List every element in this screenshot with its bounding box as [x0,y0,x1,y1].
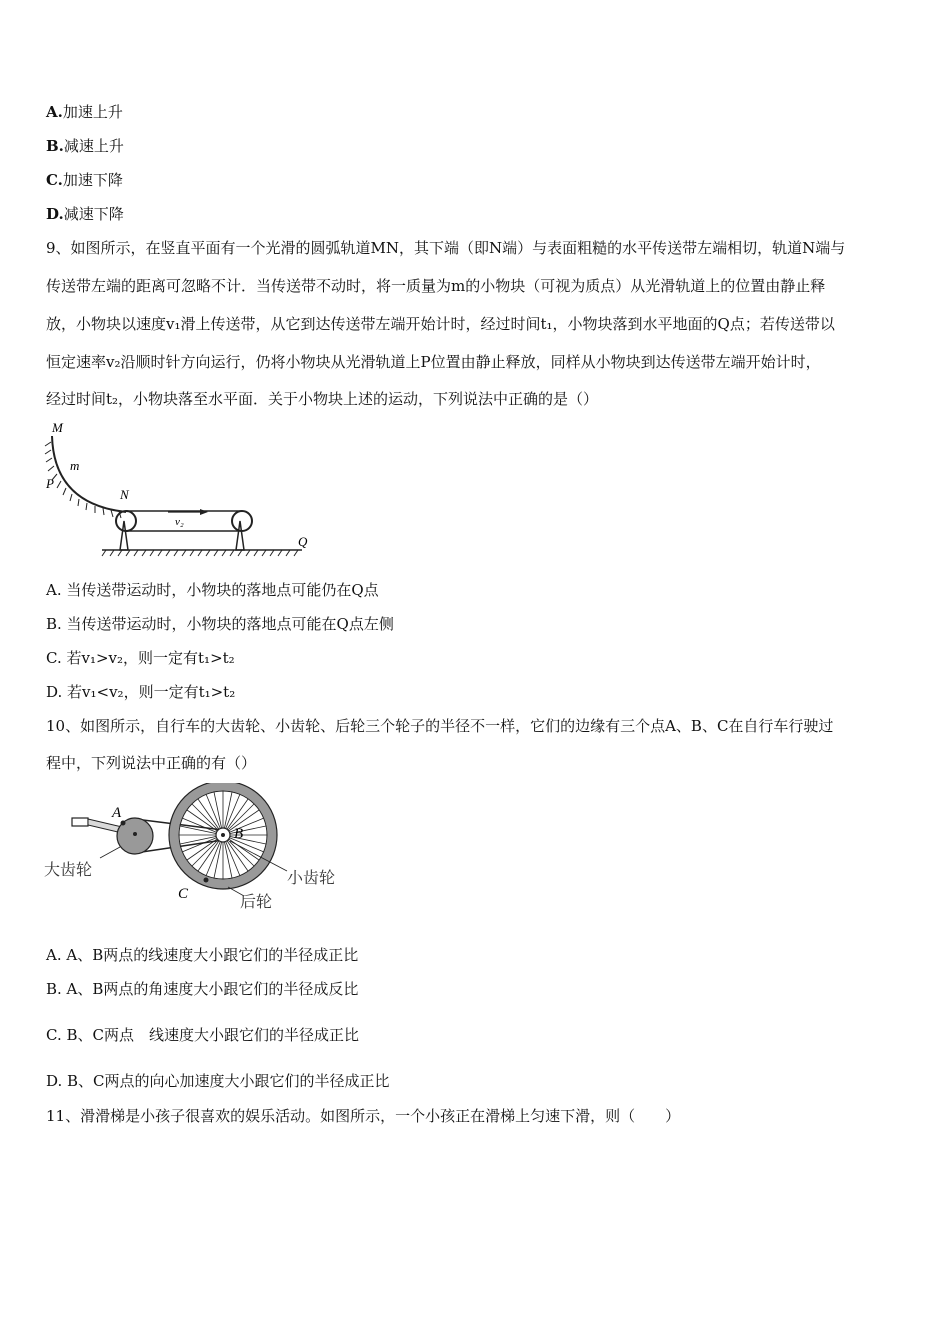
q9-option-c: C. 若v₁>v₂，则一定有t₁>t₂ [46,649,235,667]
label-N: N [120,487,129,502]
left-support [120,521,128,550]
label-v2: v₂ [175,516,184,528]
q8-option-c [46,170,123,190]
q10-option-a: A. A、B两点的线速度大小跟它们的半径成正比 [46,946,359,964]
q8-option-d [46,204,124,224]
small-gear-hub [221,833,225,837]
right-pulley [232,511,252,531]
q10-stem-line: 程中，下列说法中正确的有（） [46,754,257,772]
option-letter: C. [46,171,63,189]
label-Q: Q [298,534,308,549]
option-text: 加速上升 [62,103,123,121]
label-A: A [112,805,122,821]
q10-bicycle-figure [40,783,360,913]
pedal [72,818,88,826]
option-text: 减速下降 [63,205,124,223]
label-C: C [178,886,189,902]
option-letter: D. [46,205,64,223]
option-letter: A. [46,103,63,121]
q10-option-b: B. A、B两点的角速度大小跟它们的半径成反比 [46,980,359,998]
big-gear-hub [133,832,137,836]
q9-option-a: A. 当传送带运动时，小物块的落地点可能仍在Q点 [46,581,379,599]
option-letter: B. [46,137,64,155]
option-text: 减速上升 [63,137,124,155]
label-small-gear: 小齿轮 [287,870,336,887]
q9-option-b: B. 当传送带运动时，小物块的落地点可能在Q点左侧 [46,615,394,633]
q9-stem-line: 9、如图所示，在竖直平面有一个光滑的圆弧轨道MN，其下端（即N端）与表面粗糙的水平传送带左端相切，轨道N端与 [46,239,846,257]
option-text: 加速下降 [62,171,123,189]
point-C [204,878,209,883]
arc-hatching [45,442,121,518]
label-B: B [234,826,244,842]
point-A [121,821,126,826]
q8-option-a [46,102,123,122]
v2-arrowhead [200,509,208,515]
q8-option-b [46,136,124,156]
q10-stem-line: 10、如图所示，自行车的大齿轮、小齿轮、后轮三个轮子的半径不一样，它们的边缘有三个点A、B、C在自行车行驶过 [46,717,834,735]
right-support [236,521,244,550]
label-rear-wheel: 后轮 [240,894,273,911]
q9-stem-line: 传送带左端的距离可忽略不计．当传送带不动时，将一质量为m的小物块（可视为质点）从光滑轨道上的位置由静止释 [46,277,826,295]
q9-stem-line: 恒定速率v₂沿顺时针方向运行，仍将小物块从光滑轨道上P位置由静止释放，同样从小物块到达传送带左端开始计时， [46,353,821,371]
ground-hatching [102,550,298,556]
label-M: M [52,420,63,435]
q9-option-d: D. 若v₁<v₂，则一定有t₁>t₂ [46,683,236,701]
q9-conveyor-figure [40,418,325,560]
q11-stem-line: 11、滑滑梯是小孩子很喜欢的娱乐活动。如图所示，一个小孩正在滑梯上匀速下滑，则（ ） [46,1107,681,1125]
big-gear-leader [100,847,120,858]
label-big-gear: 大齿轮 [44,862,93,879]
q9-stem-line: 放，小物块以速度v₁滑上传送带，从它到达传送带左端开始计时，经过时间t₁，小物块落到水平地面的Q点；若传送带以 [46,315,835,333]
q10-option-c: C. B、C两点 线速度大小跟它们的半径成正比 [46,1026,359,1044]
arc-track [52,436,126,512]
q10-option-d: D. B、C两点的向心加速度大小跟它们的半径成正比 [46,1072,390,1090]
label-m: m [70,458,80,473]
left-pulley [116,511,136,531]
q9-stem-line: 经过时间t₂，小物块落至水平面．关于小物块上述的运动，下列说法中正确的是（） [46,390,599,408]
label-P: P [46,476,54,491]
